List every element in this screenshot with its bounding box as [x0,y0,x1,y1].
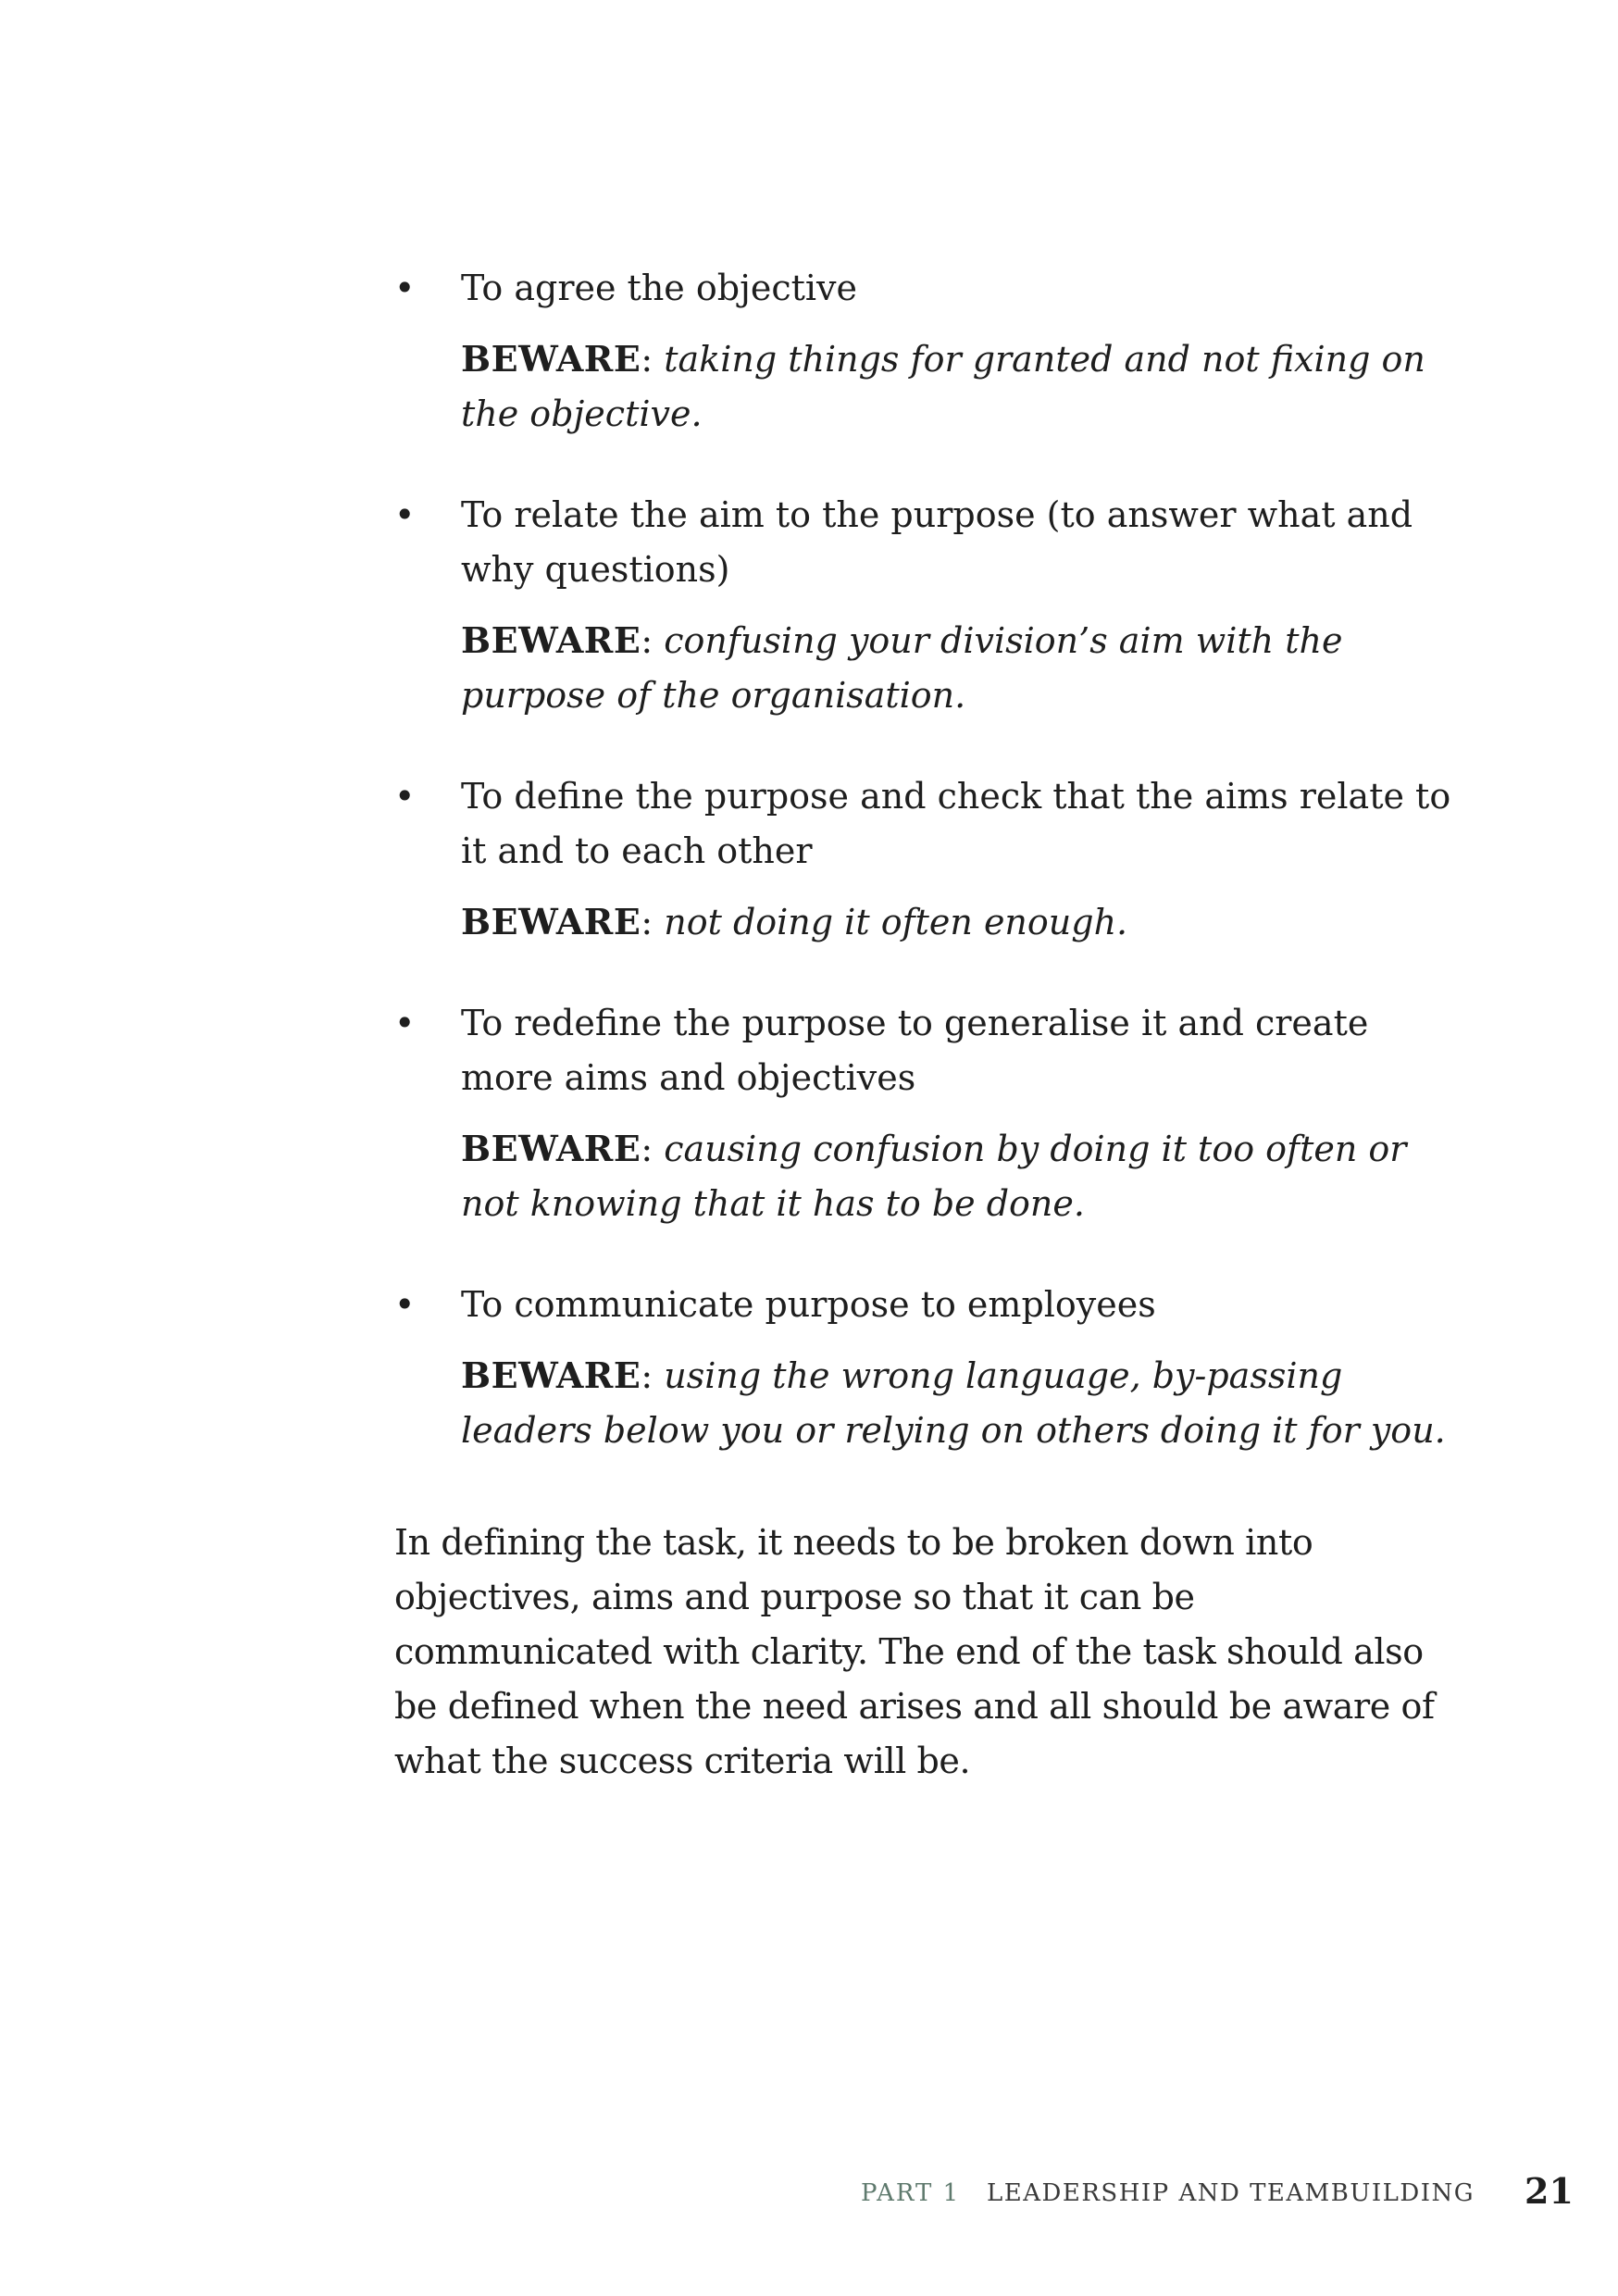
beware-text: using the wrong language, by-passing leaders below you or relying on others doing it for you. [461,1355,1446,1451]
bullet-icon: • [394,268,416,308]
list-item-point: To agree the objective [461,268,858,308]
beware-text: taking things for granted and not fixing on the objective. [461,339,1425,434]
beware-label: BEWARE [461,901,641,942]
list-item-point: To communicate purpose to employees [461,1284,1156,1325]
beware-text: confusing your division’s aim with the purpose of the organisation. [461,620,1343,716]
bullet-icon: • [394,494,416,535]
page-content [394,261,1462,1789]
beware-label: BEWARE [461,338,641,380]
bullet-list [394,261,1462,1458]
list-item [394,1278,1462,1458]
list-item [394,996,1462,1231]
beware-label: BEWARE [461,1354,641,1396]
beware-note: BEWARE: confusing your division’s aim with the purpose of the organisation. [461,619,1343,716]
beware-note: BEWARE: taking things for granted and not fixing on the objective. [461,338,1425,434]
bullet-icon: • [394,776,416,817]
beware-note: BEWARE: using the wrong language, by-passing leaders below you or relying on others doing it for you. [461,1354,1446,1451]
list-item [394,488,1462,723]
list-item-point: To relate the aim to the purpose (to answer what and why questions) [461,494,1413,590]
body-paragraph: In defining the task, it needs to be broken down into objectives, aims and purpose so that it can be communicated with clarity. The end of the task should also be defined when the need arises and all should be aware of what the success criteria will be. [394,1522,1435,1781]
footer-section-title: LEADERSHIP AND TEAMBUILDING [987,2179,1475,2207]
beware-label: BEWARE [461,1128,641,1169]
beware-text: not doing it often enough. [664,902,1128,942]
list-item [394,261,1462,442]
list-item [394,769,1462,950]
footer-part-label: PART 1 [861,2179,961,2207]
list-item-point: To define the purpose and check that the aims relate to it and to each other [461,776,1451,871]
page-number: 21 [1525,2170,1574,2212]
beware-label: BEWARE [461,619,641,661]
page-footer [0,2163,1618,2218]
list-item-point: To redefine the purpose to generalise it and create more aims and objectives [461,1003,1369,1098]
beware-text: causing confusion by doing it too often or not knowing that it has to be done. [461,1129,1407,1224]
bullet-icon: • [394,1003,416,1043]
bullet-icon: • [394,1284,416,1325]
beware-note: BEWARE: causing confusion by doing it too often or not knowing that it has to be done. [461,1128,1407,1224]
beware-note: BEWARE: not doing it often enough. [461,901,1128,942]
